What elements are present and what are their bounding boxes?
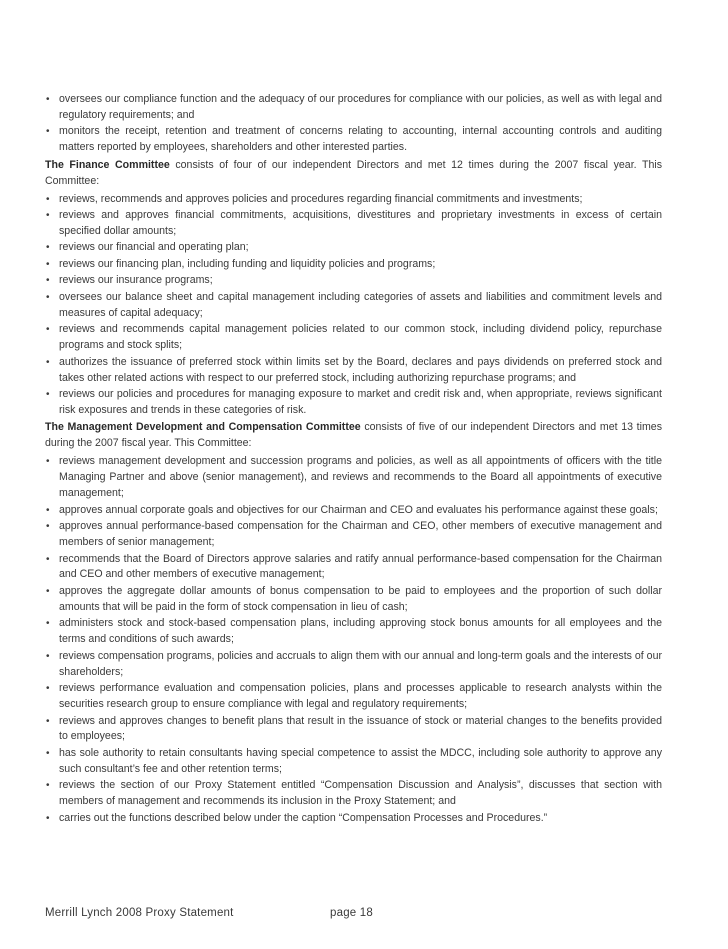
list-item: • oversees our compliance function and the adequacy of our procedures for compliance with our policies, as well as with legal and regulatory requirements; and — [46, 93, 662, 121]
list-item: • administers stock and stock-based compensation plans, including approving stock bonus amounts for all employees and the terms and conditions of such awards; — [46, 617, 662, 646]
page-footer — [45, 907, 373, 919]
list-item: • oversees our balance sheet and capital management including categories of assets and liabilities and commitment levels and measures of capital adequacy; — [46, 290, 662, 319]
bullet-icon: • — [46, 126, 50, 138]
list-item: • reviews our financial and operating plan; — [45, 240, 662, 256]
list-item: • reviews and approves financial commitments, acquisitions, divestitures and proprietary investments in excess of certain specified dollar amounts; — [46, 209, 662, 237]
bullet-icon: • — [46, 504, 50, 516]
bullet-icon: • — [46, 94, 50, 105]
list-item: • approves annual corporate goals and objectives for our Chairman and CEO and evaluates his performance against these goals; — [45, 503, 662, 519]
list-item: • recommends that the Board of Directors approve salaries and ratify annual performance-based compensation for the Chairman and CEO and other members of executive management; — [46, 552, 662, 581]
bullet-icon: • — [46, 242, 50, 254]
bullet-icon: • — [46, 356, 50, 368]
list-item: • reviews our policies and procedures for managing exposure to market and credit risk and, when appropriate, reviews significant risk exposures and trends in these categories of risk. — [46, 388, 662, 417]
bullet-icon: • — [46, 324, 50, 336]
list-item: • authorizes the issuance of preferred stock within limits set by the Board, declares and pays dividends on preferred stock and takes other related actions with respect to our preferred stock, including authorizing repurchase programs; and — [46, 355, 662, 384]
bullet-icon: • — [46, 650, 50, 662]
bullet-icon: • — [46, 275, 50, 287]
bullet-icon: • — [46, 747, 50, 759]
list-item: • reviews and recommends capital management policies related to our common stock, including dividend policy, repurchase programs and stock splits; — [46, 323, 662, 352]
bullet-icon: • — [46, 389, 50, 401]
list-item: • monitors the receipt, retention and treatment of concerns relating to accounting, internal accounting controls and auditing matters reported by employees, shareholders and other interested parties. — [46, 125, 662, 154]
bullet-icon: • — [46, 291, 50, 303]
list-item: • approves annual performance-based compensation for the Chairman and CEO, other members of executive management and members of senior management; — [46, 520, 662, 548]
mdcc-list — [45, 454, 662, 826]
list-item: • reviews our insurance programs; — [45, 273, 662, 289]
list-item: • approves the aggregate dollar amounts of bonus compensation to be paid to employees and the proportion of such dollar amounts that will be paid in the form of stock compensation in lieu of cash; — [46, 584, 662, 613]
bullet-icon: • — [46, 193, 50, 205]
list-item: • reviews the section of our Proxy Statement entitled “Compensation Discussion and Analysis”, discusses that section with members of management and recommends its inclusion in the Proxy Statement; and — [46, 779, 662, 808]
list-item: • reviews and approves changes to benefit plans that result in the issuance of stock or material changes to the benefits provided to employees; — [46, 714, 662, 743]
bullet-icon: • — [46, 715, 50, 727]
finance-committee-name: The Finance Committee — [45, 158, 170, 171]
bullet-icon: • — [46, 585, 50, 597]
page-content — [45, 92, 662, 827]
mdcc-name: The Management Development and Compensation Committee — [45, 421, 361, 434]
bullet-icon: • — [46, 618, 50, 630]
bullet-icon: • — [46, 456, 50, 468]
list-item: • reviews management development and succession programs and policies, as well as all appointments of officers with the title Managing Partner and above (senior management), and reviews and recommends to the Board all appointments of executive management; — [46, 455, 662, 500]
document-title: Merrill Lynch 2008 Proxy Statement — [45, 907, 234, 919]
list-item: • reviews performance evaluation and compensation policies, plans and processes applicable to research analysts within the securities research group to ensure compliance with legal and regulatory requirements; — [46, 682, 662, 711]
list-item: • reviews compensation programs, policies and accruals to align them with our annual and long-term goals and the interests of our shareholders; — [46, 649, 662, 678]
bullet-icon: • — [46, 780, 50, 792]
audit-committee-list — [45, 92, 662, 156]
bullet-icon: • — [46, 210, 50, 222]
list-item: • has sole authority to retain consultants having special competence to assist the MDCC, including sole authority to approve any such consultant’s fee and other retention terms; — [46, 746, 662, 775]
finance-committee-list — [45, 192, 662, 419]
bullet-icon: • — [46, 553, 50, 565]
list-item: • carries out the functions described below under the caption “Compensation Processes and Procedures.” — [45, 811, 662, 827]
bullet-icon: • — [46, 258, 50, 270]
bullet-icon: • — [46, 683, 50, 695]
list-item: • reviews our financing plan, including funding and liquidity policies and programs; — [45, 257, 662, 273]
finance-committee-intro: The Finance Committee consists of four of our independent Directors and met 12 times during the 2007 fiscal year. This Committee: — [45, 158, 662, 187]
mdcc-intro: The Management Development and Compensation Committee consists of five of our independent Directors and met 13 times during the 2007 fiscal year. This Committee: — [45, 421, 662, 450]
bullet-icon: • — [46, 812, 50, 824]
page-number: page 18 — [330, 907, 373, 919]
list-item: • reviews, recommends and approves policies and procedures regarding financial commitments and investments; — [45, 192, 662, 208]
bullet-icon: • — [46, 521, 50, 533]
